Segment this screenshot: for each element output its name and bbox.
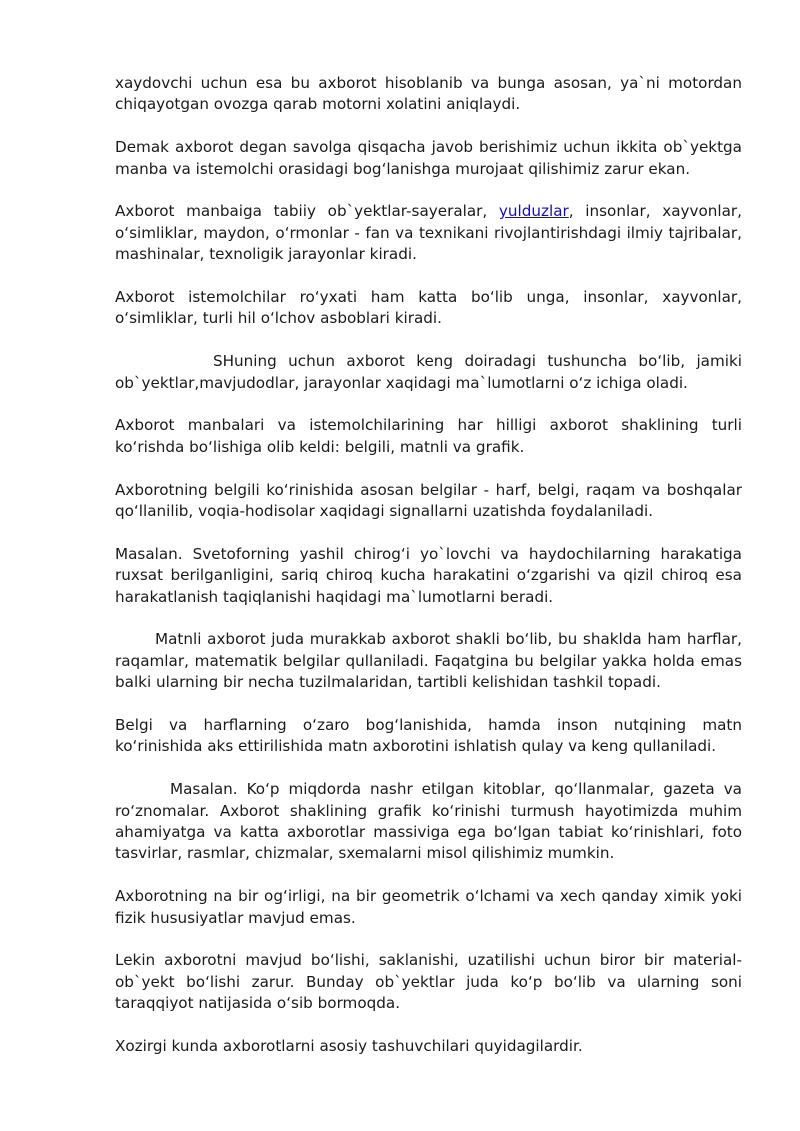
paragraph-letters-relation: Belgi va harflarning o‘zaro bog‘lanishida, hamda inson nutqining matn ko‘rinishida aks ettirilishida matn axborotini ishlatish qulay va keng qullaniladi.	[115, 716, 742, 756]
paragraph-motor-sound: xaydovchi uchun esa bu axborot hisoblanib va bunga asosan, ya`ni motordan chiqayotgan ovozga qarab motorni xolatini aniqlaydi.	[115, 74, 742, 114]
paragraph-forms-of-axborot: Axborot manbalari va istemolchilarining har hilligi axborot shaklining turli ko‘rishda bo‘lishiga olib keldi: belgili, matnli va grafik.	[115, 416, 742, 456]
paragraph-material-object: Lekin axborotni mavjud bo‘lishi, saklanishi, uzatilishi uchun biror bir material-ob`yekt bo‘lishi zarur. Bunday ob`yektlar juda ko‘p bo‘lib va ularning soni taraqqiyot natijasida o‘sib bormoqda.	[115, 951, 742, 1013]
paragraph-traffic-light-example: Masalan. Svetoforning yashil chirog‘i yo`lovchi va haydochilarning harakatiga ruxsat berilganligini, sariq chiroq kucha harakatini o‘zgarishi va qizil chiroq esa harakatlanish taqiqlanishi haqidagi ma`lumotlarni beradi.	[115, 544, 742, 606]
paragraph-graphic-form-example: Masalan. Ko‘p miqdorda nashr etilgan kitoblar, qo‘llanmalar, gazeta va ro‘znomalar. Axborot shaklining grafik ko‘rinishi turmush hayotimizda muhim ahamiyatga va katta axborotlar massiviga ega bo‘lgan tabiat ko‘rinishlari, foto tasvirlar, rasmlar, chizmalar, sxemalarni misol qilishimiz mumkin.	[115, 780, 742, 863]
paragraph-axborot-definition: Demak axborot degan savolga qisqacha javob berishimiz uchun ikkita ob`yektga manba va istemolchi orasidagi bog‘lanishga murojaat qilishimiz zarur ekan.	[115, 138, 742, 178]
paragraph-text-form: Matnli axborot juda murakkab axborot shakli bo‘lib, bu shaklda ham harflar, raqamlar, matematik belgilar qullaniladi. Faqatgina bu belgilar yakka holda emas balki ularning bir necha tuzilmalaridan, tartibli kelishidan tashkil topadi.	[115, 630, 742, 692]
paragraph-broad-concept: SHuning uchun axborot keng doiradagi tushuncha bo‘lib, jamiki ob`yektlar,mavjudodlar, jarayonlar xaqidagi ma`lumotlarni o‘z ichiga oladi.	[115, 352, 742, 392]
sources-text-after: , insonlar, xayvonlar, o‘simliklar, maydon, o‘rmonlar - fan va texnikani rivojlantirishdagi ilmiy tajribalar, mashinalar, texnoligik jarayonlar kiradi.	[115, 202, 742, 264]
document-body	[115, 73, 742, 1057]
sources-text-before: Axborot manbaiga tabiiy ob`yektlar-sayeralar,	[115, 202, 499, 221]
paragraph-no-weight: Axborotning na bir og‘irligi, na bir geometrik o‘lchami va xech qanday ximik yoki fizik hususiyatlar mavjud emas.	[115, 887, 742, 927]
yulduzlar-link[interactable]: yulduzlar	[498, 202, 569, 221]
paragraph-symbolic-form: Axborotning belgili ko‘rinishida asosan belgilar - harf, belgi, raqam va boshqalar qo‘llanilib, voqia-hodisolar xaqidagi signallarni uzatishda foydalaniladi.	[115, 480, 742, 521]
paragraph-main-carriers: Xozirgi kunda axborotlarni asosiy tashuvchilari quyidagilardir.	[115, 1037, 583, 1056]
paragraph-consumers-list: Axborot istemolchilar ro‘yxati ham katta bo‘lib unga, insonlar, xayvonlar, o‘simliklar, turli hil o‘lchov asboblari kiradi.	[115, 288, 742, 328]
paragraph-axborot-sources	[115, 201, 742, 265]
